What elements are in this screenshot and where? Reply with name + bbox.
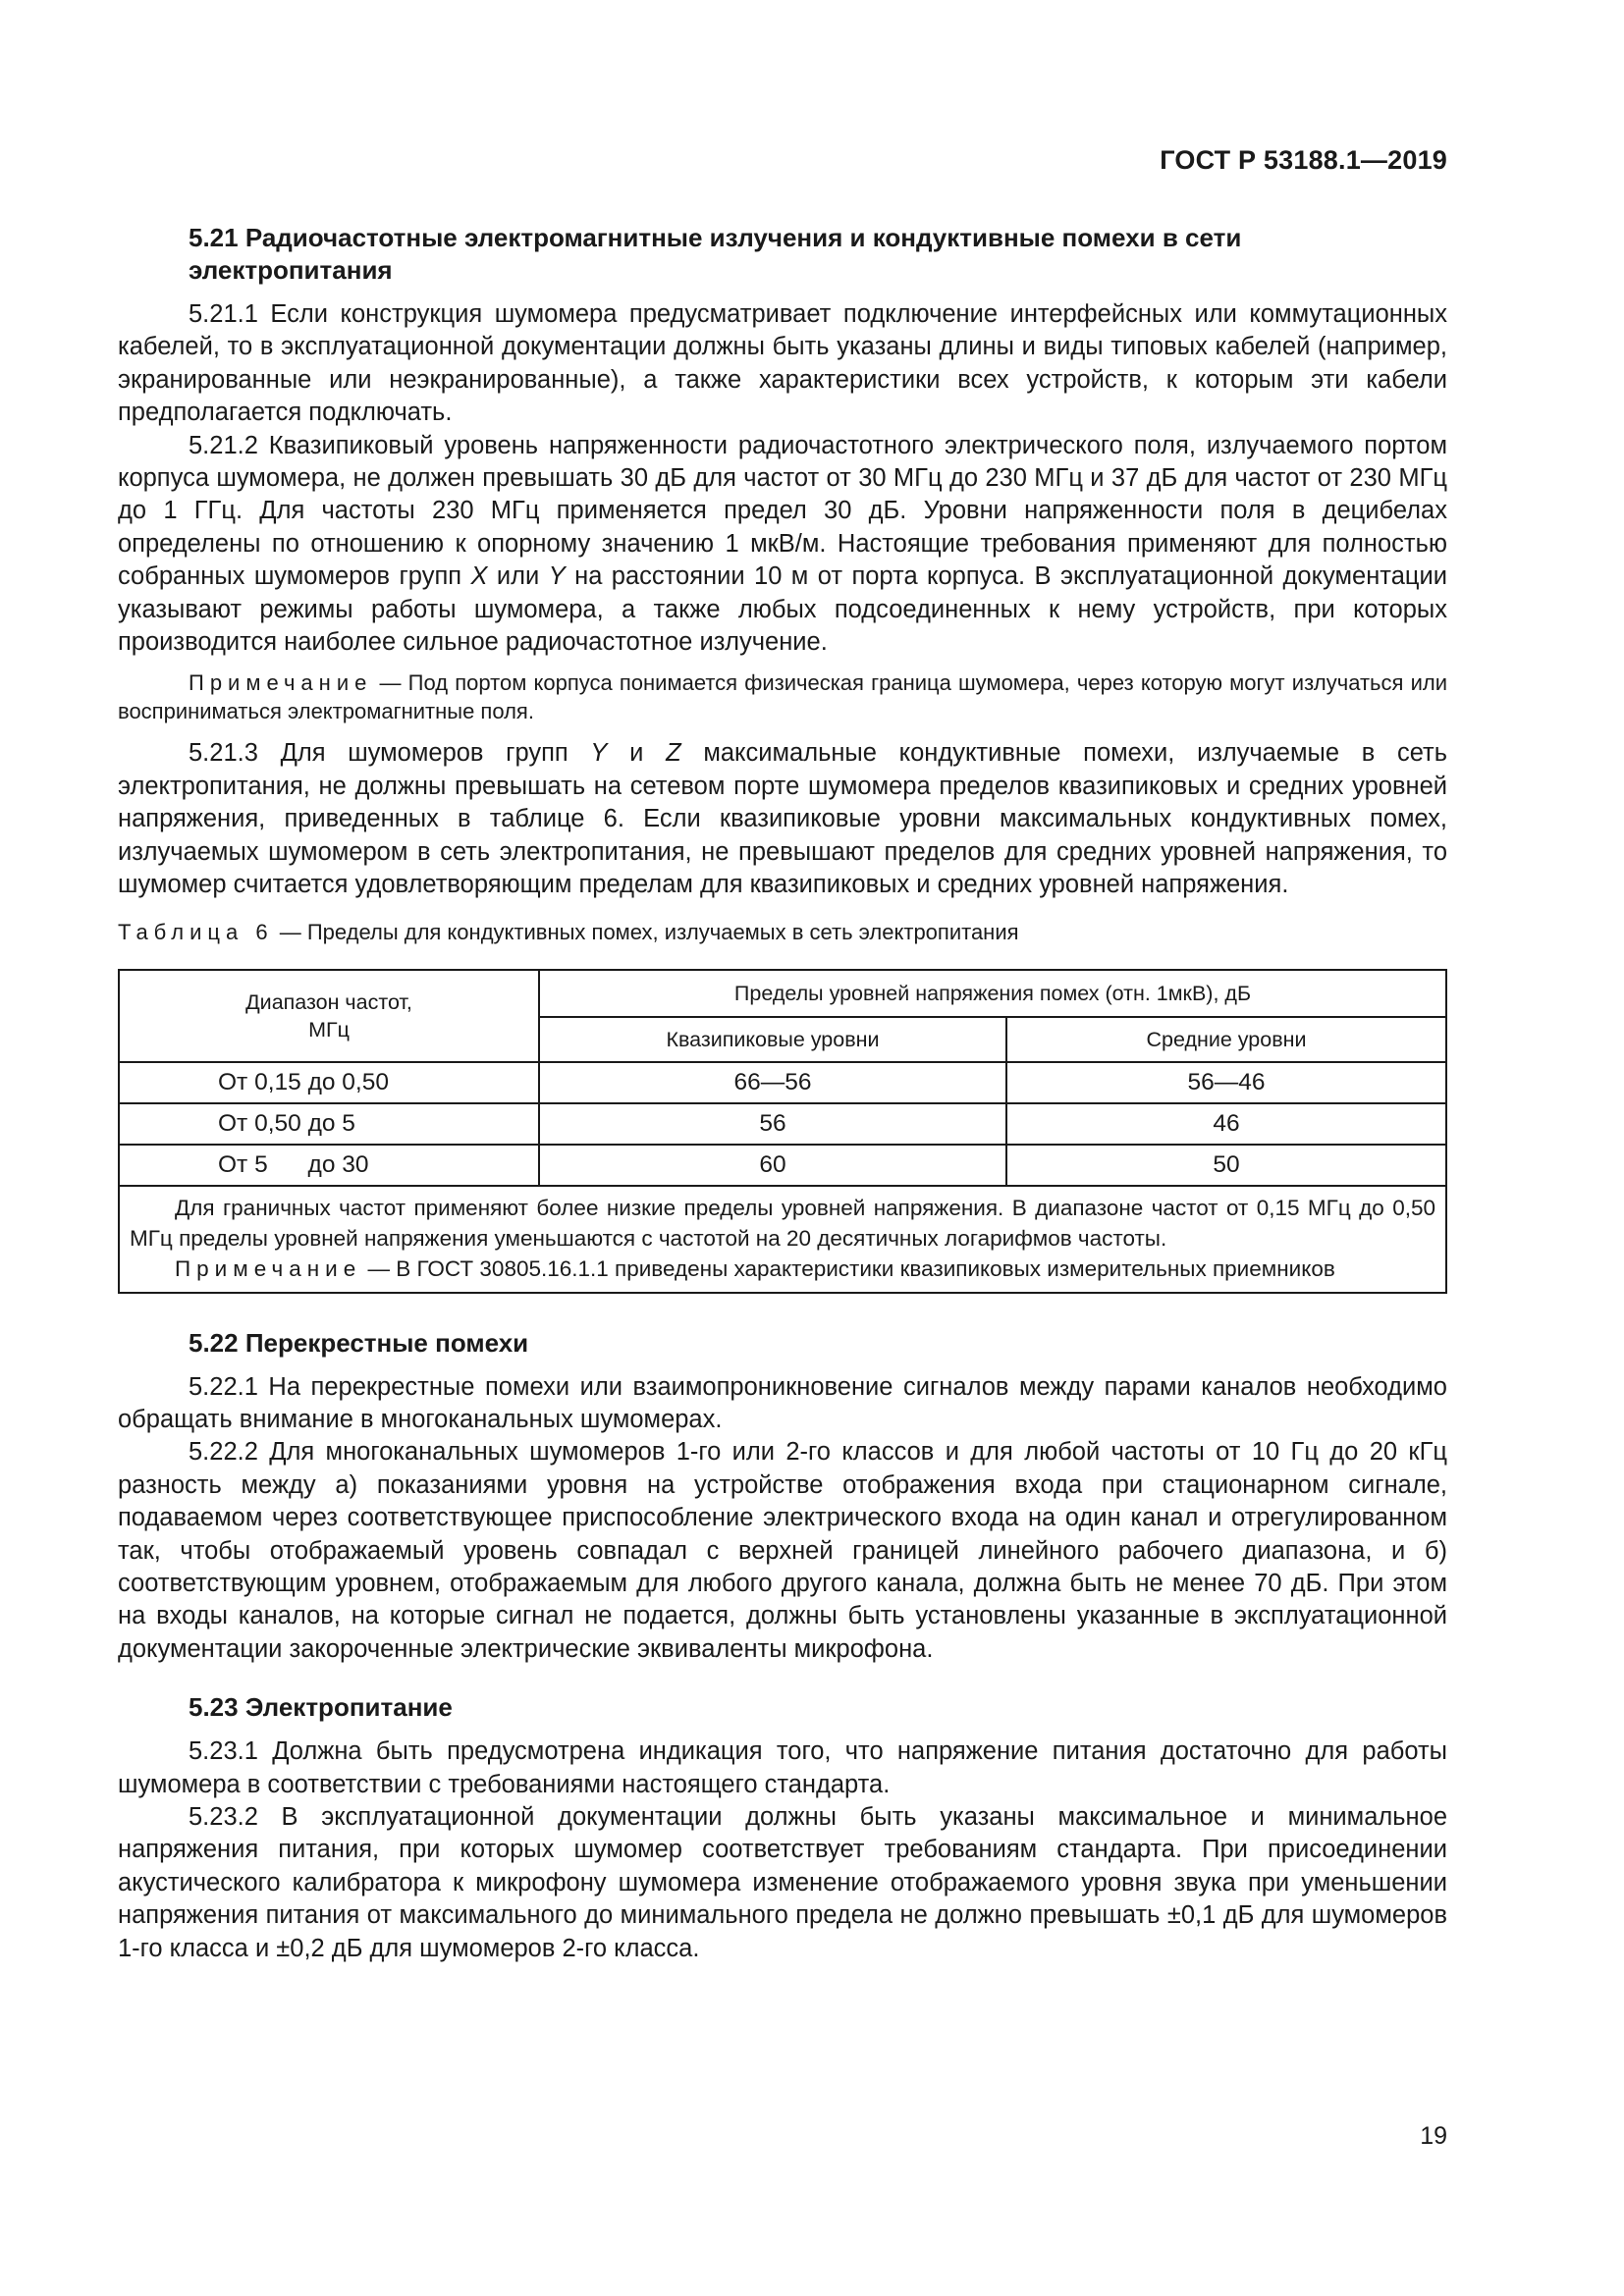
paragraph-5-21-3-text-a: 5.21.3 Для шумомеров групп	[189, 739, 591, 768]
row-freq: От 0,15 до 0,50	[119, 1062, 539, 1103]
paragraph-5-21-2-text-a: 5.21.2 Квазипиковый уровень напряженности радиочастотного электрического поля, излучаемого портом корпуса шумомера, не должен превышать 30 дБ для частот от 30 МГц до 230 МГц и 37 дБ для частот от 230 МГц до 1 ГГц. Для частоты 230 МГц применяется предел 30 дБ. Уровни напряженности поля в децибелах определены по отношению к опорному значению 1 мкВ/м. Настоящие требования применяют для полностью собранных шумомеров групп	[118, 431, 1447, 591]
row-quasi-peak: 56	[539, 1103, 1006, 1145]
row-quasi-peak: 66—56	[539, 1062, 1006, 1103]
paragraph-5-21-1: 5.21.1 Если конструкция шумомера предусматривает подключение интерфейсных или коммутационных кабелей, то в эксплуатационной документации должны быть указаны длины и виды типовых кабелей (например, экранированные или неэкранированные), а также характеристики всех устройств, к которым эти кабели предполагается подключать.	[118, 300, 1447, 427]
table-header-row-1	[119, 970, 1446, 1017]
table-6-caption	[118, 918, 1447, 947]
header-freq-line1: Диапазон частот,	[245, 989, 412, 1014]
header-quasi-peak: Квазипиковые уровни	[539, 1017, 1006, 1062]
section-5-22-heading: 5.22 Перекрестные помехи	[189, 1327, 529, 1358]
paragraph-5-21-3-text-c: максимальные кондуктивные помехи, излучаемые в сеть электропитания, не должны превышать на сетевом порте шумомера пределов квазипиковых и средних уровней напряжения, приведенных в таблице 6. Если квазипиковые уровни максимальных кондуктивных помех, излучаемых шумомером в сеть электропитания, не превышают пределов для средних уровней напряжения, то шумомер считается удовлетворяющим пределам для квазипиковых и средних уровней напряжения.	[118, 739, 1447, 899]
paragraph-5-22-2: 5.22.2 Для многоканальных шумомеров 1-го или 2-го классов и для любой частоты от 10 Гц до 20 кГц разность между а) показаниями уровня на устройстве отображения входа при стационарном сигнале, подаваемом через соответствующее приспособление электрического входа на один канал и отрегулированном так, чтобы отображаемый уровень совпадал с верхней границей линейного рабочего диапазона, и б) соответствующим уровнем, отображаемым для любого другого канала, должна быть не менее 70 дБ. При этом на входы каналов, на которые сигнал не подается, должны быть установлены указанные в эксплуатационной документации закороченные электрические эквиваленты микрофона.	[118, 1438, 1447, 1663]
row-average: 46	[1006, 1103, 1446, 1145]
header-freq-line2: МГц	[308, 1017, 350, 1041]
group-x-label: X	[470, 562, 488, 591]
row-quasi-peak: 60	[539, 1145, 1006, 1186]
table-caption-label: Таблица 6	[118, 919, 274, 944]
note-label: Примечание	[189, 670, 373, 696]
table-footer-row	[119, 1186, 1446, 1293]
section-5-23-heading: 5.23 Электропитание	[189, 1692, 453, 1723]
header-freq-range	[119, 970, 539, 1062]
header-average: Средние уровни	[1006, 1017, 1446, 1062]
paragraph-5-21-2-text-c: на расстоянии 10 м от порта корпуса. В эксплуатационной документации указывают режимы работы шумомера, а также любых подсоединенных к нему устройств, при которых производится наиболее сильное радиочастотное излучение.	[118, 562, 1447, 657]
row-freq: От 0,50 до 5	[119, 1103, 539, 1145]
paragraph-5-23-1: 5.23.1 Должна быть предусмотрена индикация того, что напряжение питания достаточно для работы шумомера в соответствии с требованиями настоящего стандарта.	[118, 1737, 1447, 1798]
table-footer	[119, 1186, 1446, 1293]
note-text: — Под портом корпуса понимается физическая граница шумомера, через которую могут излучаться или восприниматься электромагнитные поля.	[118, 670, 1447, 724]
paragraph-5-21-3	[118, 737, 1447, 901]
table-footer-note-label: Примечание	[175, 1255, 362, 1281]
row-average: 56—46	[1006, 1062, 1446, 1103]
group-y-label-2: Y	[590, 739, 608, 768]
page-number: 19	[1420, 2122, 1447, 2150]
group-y-label: Y	[548, 562, 566, 591]
paragraph-5-21-2-text-b: или	[487, 562, 549, 591]
note-5-21-2	[118, 668, 1447, 725]
table-footer-text: Для граничных частот применяют более низкие пределы уровней напряжения. В диапазоне частот от 0,15 МГц до 0,50 МГц пределы уровней напряжения уменьшаются с частотой на 20 десятичных логарифмов частоты.	[130, 1195, 1435, 1251]
table-footer-note	[130, 1254, 1435, 1284]
paragraph-5-22-1: 5.22.1 На перекрестные помехи или взаимопроникновение сигналов между парами каналов необходимо обращать внимание в многоканальных шумомерах.	[118, 1372, 1447, 1433]
table-row	[119, 1062, 1446, 1103]
group-z-label: Z	[666, 739, 681, 768]
table-caption-text: — Пределы для кондуктивных помех, излучаемых в сеть электропитания	[273, 919, 1019, 944]
row-average: 50	[1006, 1145, 1446, 1186]
page-content	[118, 222, 1447, 1965]
table-footer-note-text: — В ГОСТ 30805.16.1.1 приведены характеристики квазипиковых измерительных приемников	[361, 1255, 1335, 1281]
paragraph-5-21-3-text-b: и	[607, 739, 667, 768]
table-row	[119, 1103, 1446, 1145]
section-5-21-heading: 5.21 Радиочастотные электромагнитные излучения и кондуктивные помехи в сети электропитания	[189, 223, 1242, 285]
table-6	[118, 969, 1447, 1294]
paragraph-5-23-2: 5.23.2 В эксплуатационной документации должны быть указаны максимальное и минимальное напряжения питания, при которых шумомер соответствует требованиям стандарта. При присоединении акустического калибратора к микрофону шумомера изменение отображаемого уровня звука при уменьшении напряжения питания от максимального до минимального предела не должно превышать ±0,1 дБ для шумомеров 1-го класса и ±0,2 дБ для шумомеров 2-го класса.	[118, 1802, 1447, 1962]
table-row	[119, 1145, 1446, 1186]
header-voltage-limits: Пределы уровней напряжения помех (отн. 1мкВ), дБ	[539, 970, 1446, 1017]
document-id: ГОСТ Р 53188.1—2019	[1160, 145, 1447, 175]
row-freq: От 5 до 30	[119, 1145, 539, 1186]
paragraph-5-21-2	[118, 430, 1447, 660]
